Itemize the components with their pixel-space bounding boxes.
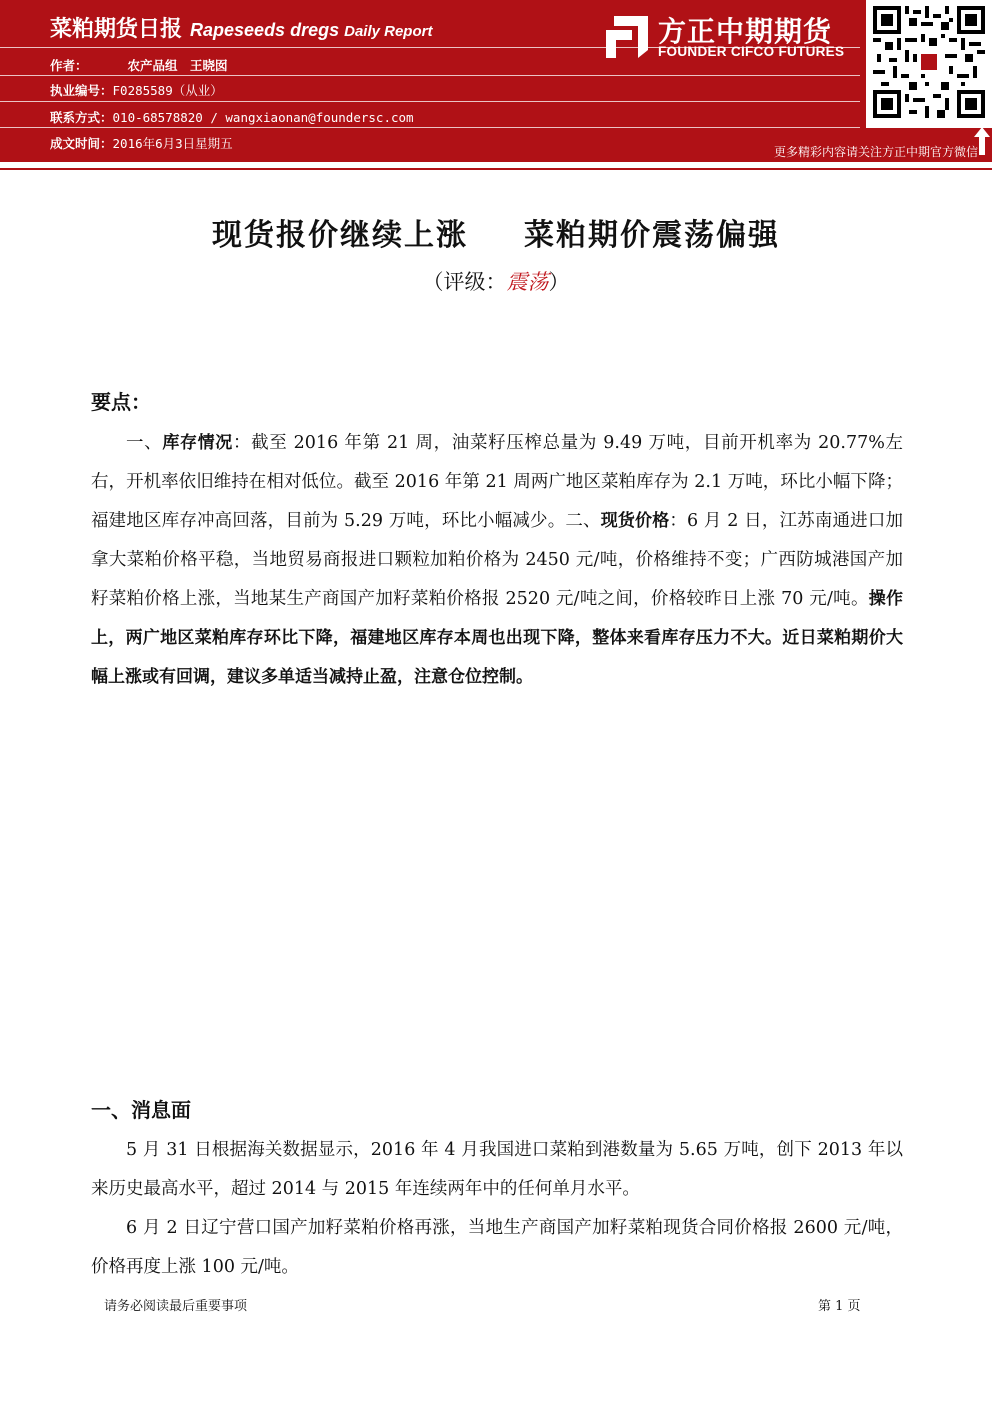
report-title-en: Rapeseeds dregs Daily Report	[190, 20, 433, 40]
news-paragraph-1: 5 月 31 日根据海关数据显示，2016 年 4 月我国进口菜粕到港数量为 5.65 万吨，创下 2013 年以来历史最高水平，超过 2014 与 2015 年连续两年中的任何单月水平。	[91, 1140, 903, 1199]
header-banner	[0, 0, 992, 162]
report-title-cn: 菜粕期货日报	[50, 17, 183, 42]
divider	[0, 75, 860, 76]
news-paragraph-2: 6 月 2 日辽宁营口国产加籽菜粕价格再涨，当地生产商国产加籽菜粕现货合同价格报 2600 元/吨，价格再度上涨 100 元/吨。	[91, 1218, 903, 1277]
divider	[0, 127, 860, 128]
divider	[0, 101, 860, 102]
author-row: 作者： 农产品组 王晓囡	[50, 58, 228, 73]
follow-wechat-text[interactable]: 更多精彩内容请关注方正中期官方微信	[773, 145, 978, 159]
qr-code-icon	[873, 6, 985, 118]
logo-text-cn: 方正中期期货	[658, 15, 833, 48]
keypoints-heading: 要点：	[91, 390, 151, 414]
report-title	[50, 12, 432, 43]
header-underline	[0, 168, 992, 170]
company-logo	[600, 8, 860, 63]
page-number: 第 1 页	[818, 1299, 861, 1314]
founder-logo-icon	[604, 14, 650, 60]
footer-notice: 请务必阅读最后重要事项	[104, 1299, 248, 1314]
qr-code	[866, 0, 992, 128]
license-row: 执业编号：F0285589（从业）	[50, 83, 223, 98]
page-title: 现货报价继续上涨 菜粕期价震荡偏强	[212, 218, 780, 253]
news-heading: 一、消息面	[91, 1098, 191, 1122]
rating-line: （评级：震荡）	[422, 270, 570, 294]
contact-row: 联系方式：010-68578820 / wangxiaonan@foundersc.com	[50, 110, 414, 125]
rating-value: 震荡	[506, 270, 549, 294]
logo-text-en: FOUNDER CIFCO FUTURES	[658, 44, 845, 59]
keypoints-paragraph: 一、库存情况：截至 2016 年第 21 周，油菜籽压榨总量为 9.49 万吨，目前开机率为 20.77%左右，开机率依旧维持在相对低位。截至 2016 年第 21 周两广地区菜粕库存为 2.1 万吨，环比小幅下降；福建地区库存冲高回落，目前为 5.29 万吨，环比小幅减少。二、现货价格：6 月 2 日，江苏南通进口加拿大菜粕价格平稳，当地贸易商报进口颗粒加粕价格为 2450 元/吨，价格维持不变；广西防城港国产加籽菜粕价格上涨，当地某生产商国产加籽菜粕价格报 2520 元/吨之间，价格较昨日上涨 70 元/吨。操作上，两广地区菜粕库存环比下降，福建地区库存本周也出现下降，整体来看库存压力不大。近日菜粕期价大幅上涨或有回调，建议多单适当减持止盈，注意仓位控制。	[91, 433, 904, 687]
date-row: 成文时间：2016年6月3日星期五	[50, 136, 233, 151]
